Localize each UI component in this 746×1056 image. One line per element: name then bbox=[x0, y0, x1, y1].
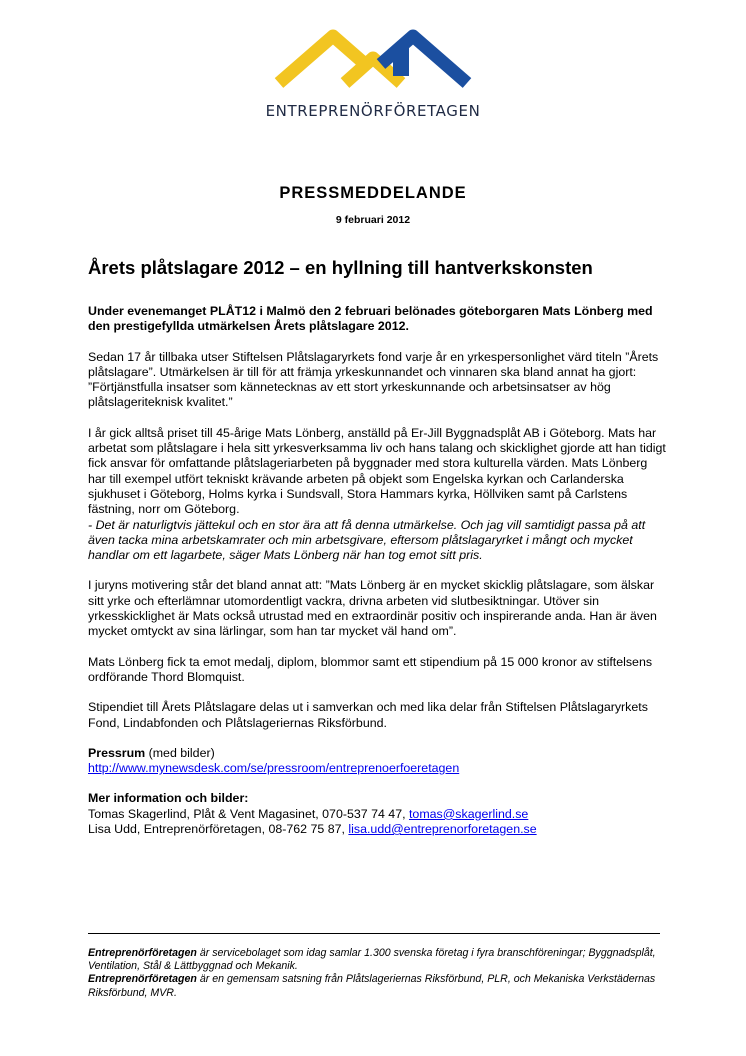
lead-paragraph: Under evenemanget PLÅT12 i Malmö den 2 februari belönades göteborgaren Mats Lönberg med den prestigefyllda utmärkelsen Årets plåtslagare 2012. bbox=[88, 304, 653, 334]
pressroom-section bbox=[88, 746, 668, 777]
contact-heading: Mer information och bilder: bbox=[88, 791, 249, 806]
paragraph-3: I juryns motivering står det bland annat att: ”Mats Lönberg är en mycket skicklig plåtslagare, som älskar sitt yrke och efterlämnar utomordentligt vackra, drivna arbeten vid slutbesiktningar. Utöver sin yrkesskicklighet är Mats också utrustad med en extraordinär positiv och inspirerande anda. Han är även mycket omtyckt av sina lärlingar, som han tar mycket väl hand om”. bbox=[88, 578, 657, 639]
company-logo bbox=[0, 28, 746, 120]
pressroom-note: (med bilder) bbox=[145, 745, 215, 760]
contact-section bbox=[88, 791, 668, 837]
footer bbox=[88, 947, 668, 1000]
roofs-logo-icon bbox=[273, 28, 473, 88]
contact-2-email-link[interactable]: lisa.udd@entreprenorforetagen.se bbox=[348, 822, 537, 837]
footer-company-name-2: Entreprenörföretagen bbox=[88, 973, 197, 986]
paragraph-2-text: I år gick alltså priset till 45-årige Mats Lönberg, anställd på Er-Jill Byggnadsplåt AB i Göteborg. Mats har arbetat som plåtslagare i hela sitt yrkesverksamma liv och hans talang och skicklighet gjorde att han tidigt fick ansvar för omfattande plåtslageriarbeten på byggnader med stora kulturella värden. Mats Lönberg har till exempel utfört tekniskt krävande arbeten på objekt som Engelska kyrkan och Carlanderska sjukhuset i Göteborg, Holms kyrka i Sundsvall, Stora Hammars kyrka, Höllviken samt på Carlstens fästning, norr om Göteborg. bbox=[88, 425, 666, 517]
document-type: PRESSMEDDELANDE bbox=[279, 184, 467, 202]
document-date: 9 februari 2012 bbox=[335, 214, 411, 226]
pressroom-label: Pressrum bbox=[88, 745, 146, 760]
pressroom-link[interactable]: http://www.mynewsdesk.com/se/pressroom/entreprenoerfoeretagen bbox=[88, 761, 460, 776]
footer-text-1: är servicebolaget som idag samlar 1.300 svenska företag i fyra branschföreningar; Byggnadsplåt, Ventilation, Stål & Lättbyggnad och Mekanik. bbox=[88, 947, 656, 973]
page-title: Årets plåtslagare 2012 – en hyllning till hantverkskonsten bbox=[88, 257, 593, 278]
paragraph-2 bbox=[88, 426, 668, 564]
paragraph-1: Sedan 17 år tillbaka utser Stiftelsen Plåtslagaryrkets fond varje år en yrkespersonlighet värd titeln ”Årets plåtslagare”. Utmärkelsen är till för att främja yrkeskunnandet och vinnaren ska bland annat ha gjort: ”Förtjänstfulla insatser som kännetecknas av ett stort yrkeskunnande och arbetsinsatser av hög plåtslageriteknisk kvalitet.” bbox=[88, 349, 659, 410]
footer-text-2: är en gemensam satsning från Plåtslageriernas Riksförbund, PLR, och Mekaniska Verkstädernas Riksförbund, MVR. bbox=[88, 973, 656, 999]
footer-divider bbox=[88, 933, 660, 934]
contact-1-text: Tomas Skagerlind, Plåt & Vent Magasinet, 070-537 74 47, bbox=[88, 806, 409, 821]
paragraph-5: Stipendiet till Årets Plåtslagare delas ut i samverkan och med lika delar från Stiftelsen Plåtslagaryrkets Fond, Lindabfonden och Plåtslageriernas Riksförbund. bbox=[88, 700, 648, 730]
contact-2-text: Lisa Udd, Entreprenörföretagen, 08-762 75 87, bbox=[88, 822, 349, 837]
footer-line-2 bbox=[88, 973, 668, 999]
article-body bbox=[88, 304, 668, 852]
winner-quote: - Det är naturligtvis jättekul och en stor ära att få denna utmärkelse. Och jag vill samtidigt passa på att även tacka mina arbetskamrater och min arbetsgivare, eftersom plåtslagaryrket i mångt och mycket handlar om ett lagarbete, säger Mats Lönberg när han tog emot sitt pris. bbox=[88, 517, 646, 563]
paragraph-4: Mats Lönberg fick ta emot medalj, diplom, blommor samt ett stipendium på 15 000 kronor av stiftelsens ordförande Thord Blomquist. bbox=[88, 654, 653, 684]
contact-1-email-link[interactable]: tomas@skagerlind.se bbox=[408, 806, 529, 821]
footer-line-1 bbox=[88, 947, 668, 973]
footer-company-name-1: Entreprenörföretagen bbox=[88, 947, 197, 959]
logo-wordmark: ENTREPRENÖRFÖRETAGEN bbox=[265, 102, 481, 120]
